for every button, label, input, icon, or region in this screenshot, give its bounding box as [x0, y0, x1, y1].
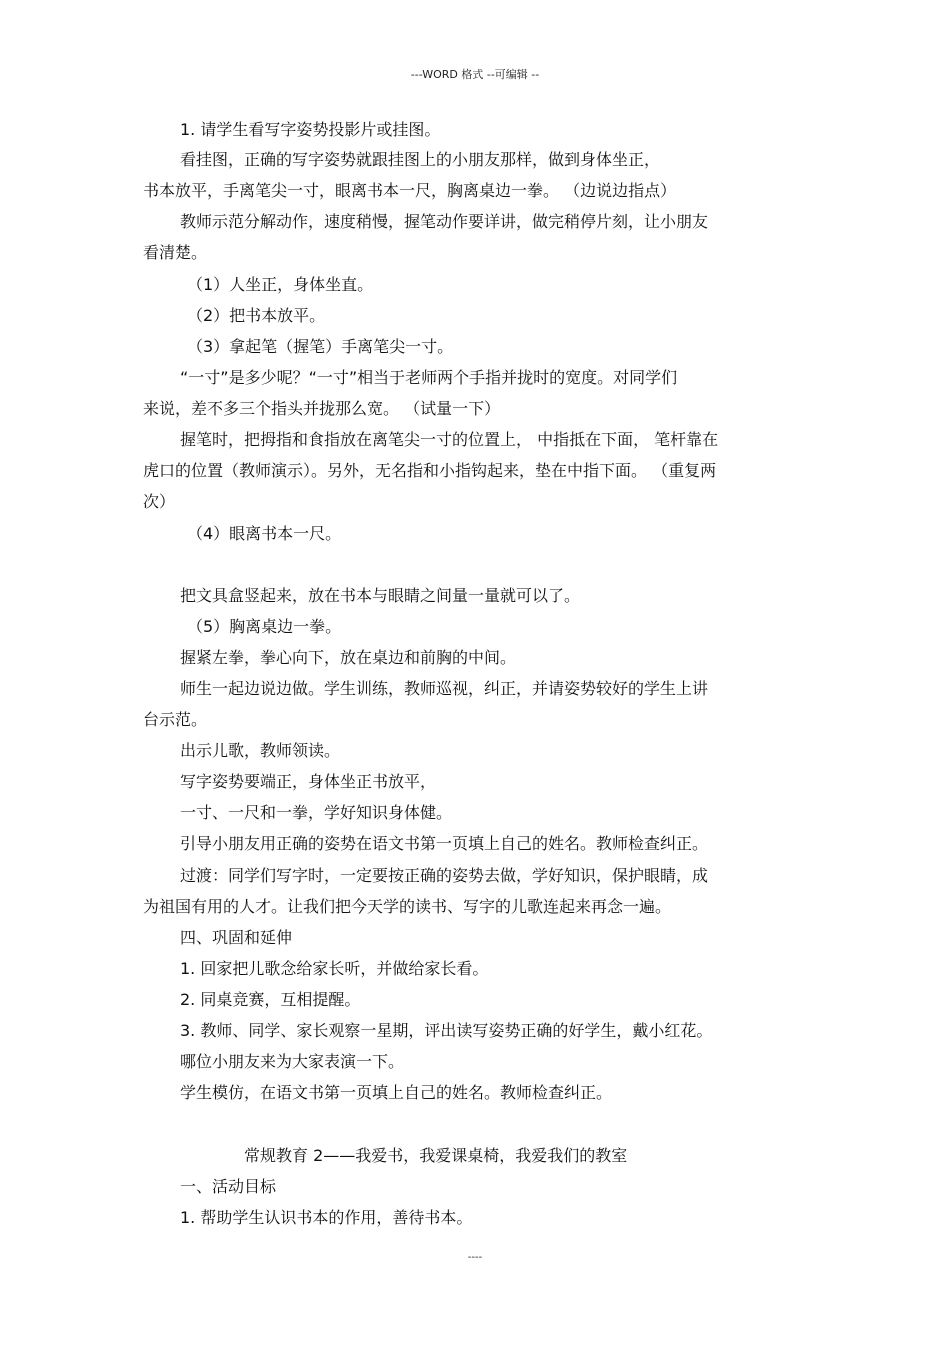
page-header: ---WORD 格式 --可编辑 -- [410, 68, 540, 81]
text-line: 1. 帮助学生认识书本的作用，善待书本。 [180, 1208, 473, 1227]
text-line: 书本放平，手离笔尖一寸，眼离书本一尺，胸离桌边一拳。 （边说边指点） [143, 181, 677, 200]
text-line: 握笔时，把拇指和食指放在离笔尖一寸的位置上， 中指抵在下面， 笔杆靠在 [180, 430, 719, 449]
text-line: 虎口的位置（教师演示）。另外，无名指和小指钩起来，垫在中指下面。 （重复两 [143, 461, 717, 480]
text-line: （4）眼离书本一尺。 [187, 524, 342, 543]
text-line: 把文具盒竖起来，放在书本与眼睛之间量一量就可以了。 [180, 586, 581, 605]
text-line: 3. 教师、同学、家长观察一星期，评出读写姿势正确的好学生，戴小红花。 [180, 1021, 713, 1040]
text-line: 师生一起边说边做。学生训练，教师巡视，纠正，并请姿势较好的学生上讲 [180, 679, 709, 698]
text-line: 来说，差不多三个指头并拢那么宽。 （试量一下） [143, 399, 501, 418]
text-line: 引导小朋友用正确的姿势在语文书第一页填上自己的姓名。教师检查纠正。 [180, 834, 709, 853]
text-line: 出示儿歌，教师领读。 [180, 741, 341, 760]
text-line: 哪位小朋友来为大家表演一下。 [180, 1052, 405, 1071]
text-line: 次） [143, 492, 176, 511]
text-line: 1. 请学生看写字姿势投影片或挂图。 [180, 120, 441, 139]
text-line: 看挂图，正确的写字姿势就跟挂图上的小朋友那样，做到身体坐正， [180, 150, 661, 169]
text-line: （2）把书本放平。 [187, 306, 326, 325]
text-line: 写字姿势要端正，身体坐正书放平， [180, 772, 437, 791]
section-heading: 四、巩固和延伸 [180, 928, 293, 947]
text-line: 看清楚。 [143, 243, 208, 262]
text-line: 握紧左拳，拳心向下，放在桌边和前胸的中间。 [180, 648, 517, 667]
text-line: 1. 回家把儿歌念给家长听，并做给家长看。 [180, 959, 489, 978]
text-line: 过渡：同学们写字时，一定要按正确的姿势去做，学好知识，保护眼睛，成 [180, 866, 709, 885]
text-line: 为祖国有用的人才。让我们把今天学的读书、写字的儿歌连起来再念一遍。 [143, 897, 672, 916]
text-line: （5）胸离桌边一拳。 [187, 617, 342, 636]
section-heading: 一、活动目标 [180, 1177, 277, 1196]
text-line: 2. 同桌竞赛，互相提醒。 [180, 990, 361, 1009]
text-line: 学生模仿，在语文书第一页填上自己的姓名。教师检查纠正。 [180, 1083, 613, 1102]
text-line: 教师示范分解动作，速度稍慢，握笔动作要详讲，做完稍停片刻，让小朋友 [180, 212, 709, 231]
page-footer: ---- [467, 1252, 483, 1263]
text-line: 台示范。 [143, 710, 208, 729]
lesson-title: 常规教育 2——我爱书，我爱课桌椅，我爱我们的教室 [244, 1146, 628, 1165]
text-line: “一寸”是多少呢？“一寸”相当于老师两个手指并拢时的宽度。对同学们 [180, 368, 678, 387]
text-line: （1）人坐正，身体坐直。 [187, 275, 374, 294]
text-line: 一寸、一尺和一拳，学好知识身体健。 [180, 803, 453, 822]
text-line: （3）拿起笔（握笔）手离笔尖一寸。 [187, 337, 454, 356]
